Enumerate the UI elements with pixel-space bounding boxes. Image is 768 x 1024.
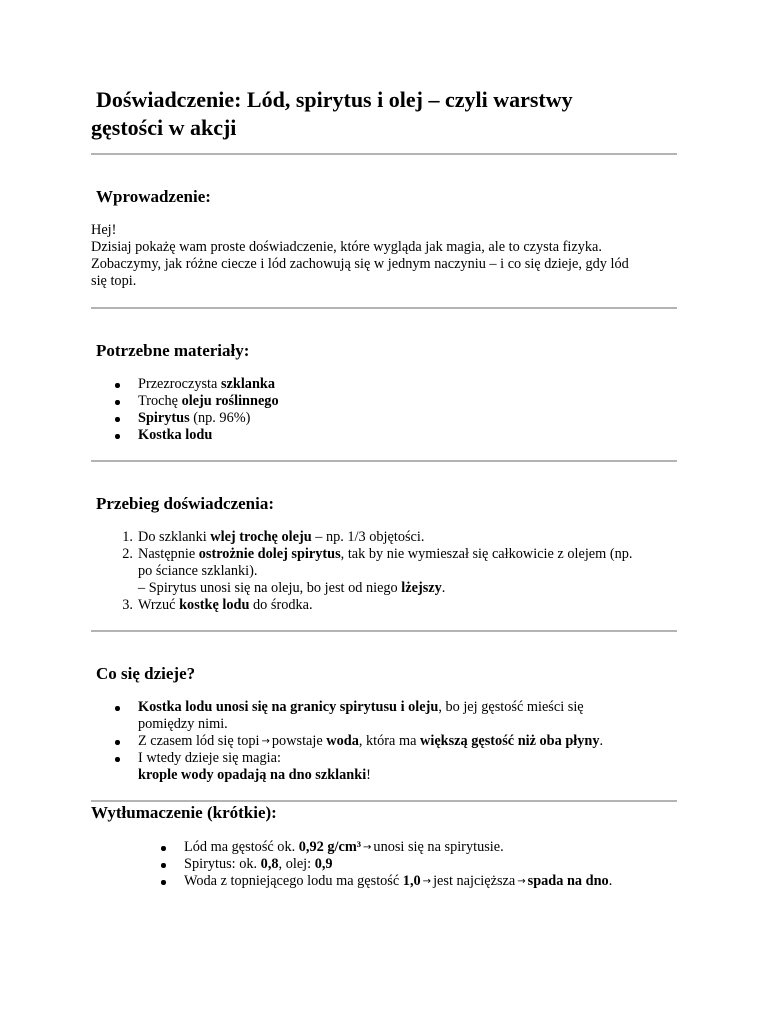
explanation-list — [184, 839, 684, 890]
bullet-icon — [115, 706, 120, 711]
list-item: Spirytus: ok. 0,8, olej: 0,9 — [184, 856, 684, 873]
bullet-icon — [115, 740, 120, 745]
list-item: Kostka lodu unosi się na granicy spirytusu i oleju, bo jej gęstość mieści się pomiędzy nimi. — [138, 699, 698, 733]
list-item: 1. Do szklanki wlej trochę oleju – np. 1/3 objętości. — [138, 529, 688, 546]
step-number: 1. — [122, 529, 133, 545]
section-heading-explanation: Wytłumaczenie (krótkie): — [91, 803, 277, 822]
bullet-icon — [115, 400, 120, 405]
what-happens-list — [138, 699, 698, 784]
divider — [91, 630, 677, 632]
divider — [91, 307, 677, 309]
list-item: Z czasem lód się topi → powstaje woda, która ma większą gęstość niż oba płyny. — [138, 733, 698, 750]
bullet-icon — [161, 846, 166, 851]
intro-paragraph — [91, 222, 691, 290]
title-line-1: Doświadczenie: Lód, spirytus i olej – czyli warstwy — [96, 87, 573, 112]
title-line-2: gęstości w akcji — [91, 115, 237, 140]
bullet-icon — [115, 417, 120, 422]
intro-line: się topi. — [91, 273, 137, 289]
intro-line: Dzisiaj pokażę wam proste doświadczenie, które wygląda jak magia, ale to czysta fizyka. — [91, 239, 602, 255]
list-item: Woda z topniejącego lodu ma gęstość 1,0 → jest najcięższa → spada na dno. — [184, 873, 684, 890]
list-item: Spirytus (np. 96%) — [138, 410, 658, 427]
arrow-right-icon: → — [517, 876, 526, 887]
step-number: 3. — [122, 597, 133, 613]
bullet-icon — [115, 757, 120, 762]
step-number: 2. — [122, 546, 133, 562]
divider — [91, 153, 677, 155]
bullet-icon — [161, 880, 166, 885]
list-item: Kostka lodu — [138, 427, 658, 444]
list-item: Trochę oleju roślinnego — [138, 393, 658, 410]
arrow-right-icon: → — [261, 736, 270, 747]
bullet-icon — [161, 863, 166, 868]
section-heading-procedure: Przebieg doświadczenia: — [96, 494, 274, 513]
intro-greeting: Hej! — [91, 222, 117, 238]
page-title — [91, 86, 691, 142]
arrow-right-icon: → — [422, 876, 432, 887]
list-item: 2. Następnie ostrożnie dolej spirytus, tak by nie wymieszał się całkowicie z olejem (np. po ściance szklanki). – Spirytus unosi się na oleju, bo jest od niego lżejszy. — [138, 546, 688, 597]
divider — [91, 460, 677, 462]
list-item: 3. Wrzuć kostkę lodu do środka. — [138, 597, 688, 614]
list-item: Lód ma gęstość ok. 0,92 g/cm³ → unosi się na spirytusie. — [184, 839, 684, 856]
section-heading-materials: Potrzebne materiały: — [96, 341, 250, 360]
bullet-icon — [115, 434, 120, 439]
list-item: Przezroczysta szklanka — [138, 376, 658, 393]
materials-list — [138, 376, 658, 444]
procedure-list — [122, 529, 688, 614]
bullet-icon — [115, 383, 120, 388]
list-item: I wtedy dzieje się magia: krople wody opadają na dno szklanki! — [138, 750, 698, 784]
section-heading-what-happens: Co się dzieje? — [96, 664, 196, 683]
intro-line: Zobaczymy, jak różne ciecze i lód zachowują się w jednym naczyniu – i co się dzieje, gdy lód — [91, 256, 629, 272]
section-heading-intro: Wprowadzenie: — [96, 187, 211, 206]
arrow-right-icon: → — [363, 842, 372, 853]
